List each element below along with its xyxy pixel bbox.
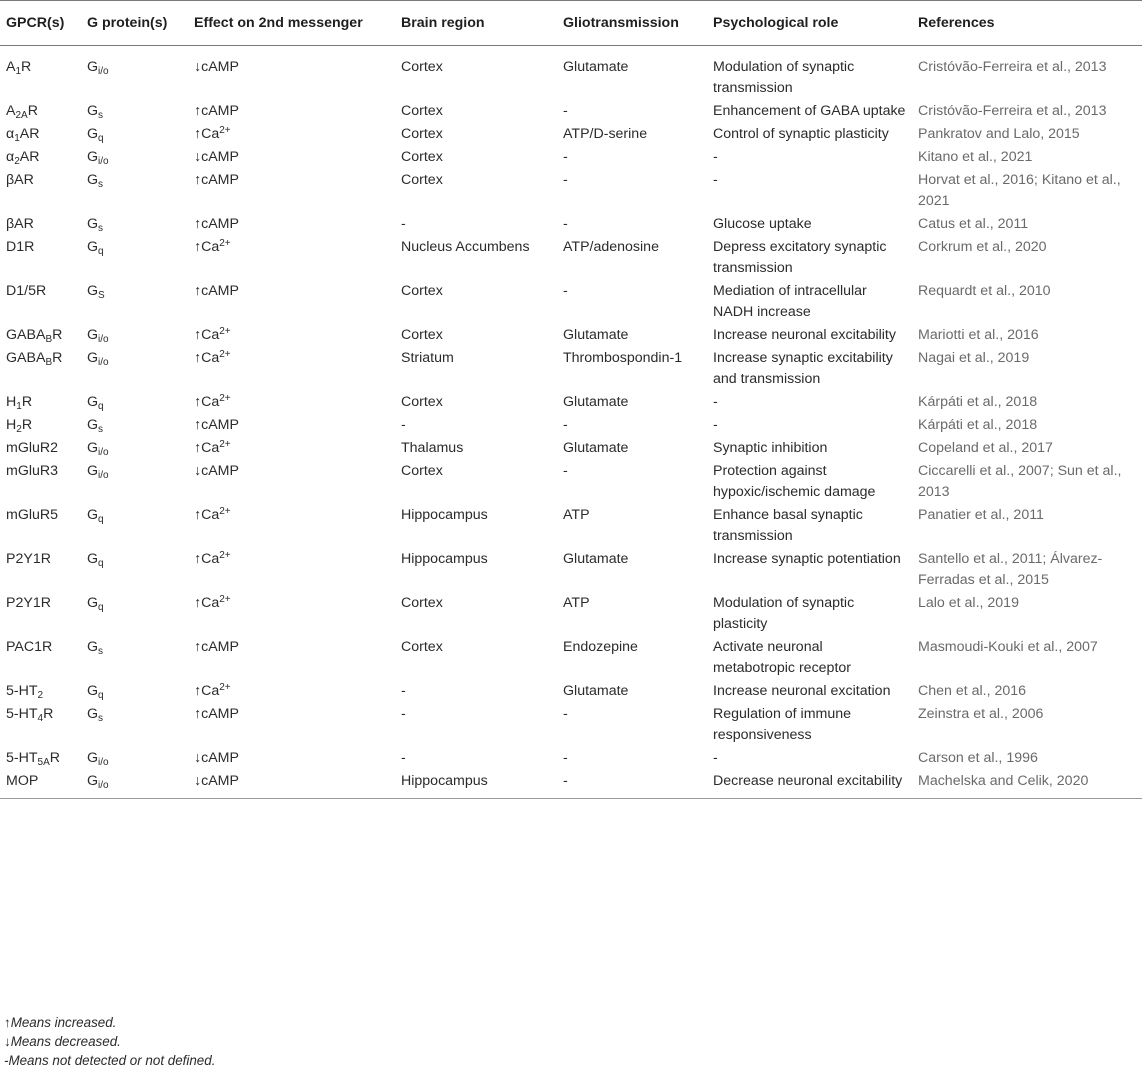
gpcr-cell: $GABA_BR$ [6, 327, 63, 345]
reference-cell: Santello et al., 2011; Álvarez-Ferradas et al., 2015 [918, 551, 1103, 588]
effect-cell: ↑cAMP [194, 216, 239, 232]
reference-cell: Mariotti et al., 2016 [918, 327, 1039, 343]
brain-region-cell: Cortex [401, 394, 443, 410]
gliotransmission-cell: - [557, 770, 707, 799]
psychological-role-cell: Control of synaptic plasticity [713, 126, 889, 142]
g-protein-cell: $G_q$ [87, 126, 104, 144]
effect-cell: ↓cAMP [194, 59, 239, 75]
reference-cell: Panatier et al., 2011 [918, 507, 1044, 523]
effect-cell: $↑Ca^{2+}$ [194, 349, 231, 366]
g-protein-cell: $G_{i/o}$ [87, 350, 109, 368]
psychological-role-cell: - [713, 149, 718, 165]
psychological-role-cell: Synaptic inhibition [713, 440, 828, 456]
g-protein-cell: $G_s$ [87, 417, 104, 435]
psychological-role-cell: - [713, 750, 718, 766]
gpcr-cell: $A_1R$ [6, 59, 32, 77]
table-row [0, 213, 1142, 236]
gliotransmission-cell: - [563, 103, 568, 119]
g-protein-cell: $G_s$ [87, 216, 104, 234]
header-references: References [912, 1, 1142, 46]
brain-region-cell: Hippocampus [401, 551, 488, 567]
effect-cell: ↑cAMP [194, 639, 239, 655]
table-row [0, 548, 1142, 592]
brain-region-cell: Hippocampus [395, 770, 557, 799]
effect-cell: $↑Ca^{2+}$ [194, 439, 231, 456]
gliotransmission-cell: ATP/adenosine [563, 239, 659, 255]
psychological-role-cell: Increase neuronal excitability [713, 327, 896, 343]
header-g-protein: G protein(s) [81, 1, 188, 46]
effect-cell: ↓cAMP [194, 463, 239, 479]
psychological-role-cell: Depress excitatory synaptic transmission [713, 239, 887, 276]
g-protein-cell: $G_{i/o}$ [87, 440, 109, 458]
footnote-not-detected: -Means not detected or not defined. [4, 1053, 216, 1068]
table-row [0, 123, 1142, 146]
g-protein-cell: $G_{i/o}$ [81, 770, 188, 799]
gpcr-cell: $H_1R$ [6, 394, 33, 412]
reference-cell: Copeland et al., 2017 [918, 440, 1053, 456]
gliotransmission-cell: Glutamate [563, 440, 629, 456]
effect-cell: ↑cAMP [194, 103, 239, 119]
g-protein-cell: $G_q$ [87, 595, 104, 613]
brain-region-cell: Cortex [401, 283, 443, 299]
effect-cell: $↑Ca^{2+}$ [194, 125, 231, 142]
table-row [0, 414, 1142, 437]
table-row [0, 280, 1142, 324]
psychological-role-cell: Glucose uptake [713, 216, 812, 232]
table-row [0, 391, 1142, 414]
effect-cell: $↑Ca^{2+}$ [194, 550, 231, 567]
table-row [0, 100, 1142, 123]
gliotransmission-cell: ATP [563, 507, 590, 523]
effect-cell: $↑Ca^{2+}$ [194, 393, 231, 410]
gpcr-cell: mGluR2 [6, 440, 59, 456]
gliotransmission-cell: Glutamate [563, 551, 629, 567]
effect-cell: $↑Ca^{2+}$ [194, 506, 231, 523]
psychological-role-cell: Regulation of immune responsiveness [713, 706, 852, 743]
gliotransmission-cell: Glutamate [563, 59, 629, 75]
gliotransmission-cell: Glutamate [563, 394, 629, 410]
reference-cell: Zeinstra et al., 2006 [918, 706, 1044, 722]
gpcr-cell: P2Y1R [6, 595, 51, 611]
table-row [0, 146, 1142, 169]
psychological-role-cell: Enhancement of GABA uptake [713, 103, 906, 119]
g-protein-cell: $G_{i/o}$ [87, 327, 109, 345]
gpcr-cell: P2Y1R [6, 551, 51, 567]
header-psychological-role: Psychological role [707, 1, 912, 46]
reference-cell: Carson et al., 1996 [918, 750, 1038, 766]
gpcr-cell: $5-HT_4R$ [6, 706, 54, 724]
reference-cell: Chen et al., 2016 [918, 683, 1027, 699]
brain-region-cell: - [401, 706, 406, 722]
brain-region-cell: Cortex [401, 172, 443, 188]
brain-region-cell: Nucleus Accumbens [401, 239, 530, 255]
effect-cell: ↓cAMP [188, 770, 395, 799]
table-row [0, 437, 1142, 460]
gliotransmission-cell: - [563, 417, 568, 433]
g-protein-cell: $G_q$ [87, 507, 104, 525]
gpcr-cell: D1/5R [6, 283, 47, 299]
reference-cell: Kárpáti et al., 2018 [918, 394, 1038, 410]
gpcr-cell: D1R [6, 239, 35, 255]
table-body [0, 46, 1142, 799]
g-protein-cell: $G_s$ [87, 639, 104, 657]
header-gpcr: GPCR(s) [0, 1, 81, 46]
effect-cell: ↑cAMP [194, 172, 239, 188]
table-row [0, 46, 1142, 101]
brain-region-cell: Cortex [401, 595, 443, 611]
gpcr-cell: PAC1R [6, 639, 53, 655]
brain-region-cell: - [401, 216, 406, 232]
reference-cell: Cristóvão-Ferreira et al., 2013 [918, 59, 1107, 75]
reference-cell: Horvat et al., 2016; Kitano et al., 2021 [918, 172, 1121, 209]
g-protein-cell: $G_S$ [87, 283, 105, 301]
table-header [0, 1, 1142, 46]
reference-cell: Ciccarelli et al., 2007; Sun et al., 2013 [918, 463, 1122, 500]
reference-cell: Nagai et al., 2019 [918, 350, 1030, 366]
psychological-role-cell: Modulation of synaptic transmission [713, 59, 855, 96]
gpcr-cell: $A_{2A}R$ [6, 103, 38, 121]
g-protein-cell: $G_q$ [87, 394, 104, 412]
psychological-role-cell: Decrease neuronal excitability [707, 770, 912, 799]
brain-region-cell: Hippocampus [401, 507, 488, 523]
header-gliotransmission: Gliotransmission [557, 1, 707, 46]
psychological-role-cell: Increase neuronal excitation [713, 683, 891, 699]
table-row [0, 747, 1142, 770]
header-brain-region: Brain region [395, 1, 557, 46]
gliotransmission-cell: - [563, 172, 568, 188]
effect-cell: $↑Ca^{2+}$ [194, 594, 231, 611]
reference-cell: Kitano et al., 2021 [918, 149, 1033, 165]
gliotransmission-cell: ATP [563, 595, 590, 611]
table-row [0, 592, 1142, 636]
psychological-role-cell: - [713, 172, 718, 188]
effect-cell: ↑cAMP [194, 417, 239, 433]
gliotransmission-cell: Glutamate [563, 327, 629, 343]
footnote-decreased: ↓Means decreased. [4, 1034, 121, 1049]
psychological-role-cell: - [713, 394, 718, 410]
psychological-role-cell: Activate neuronal metabotropic receptor [713, 639, 852, 676]
reference-cell: Kárpáti et al., 2018 [918, 417, 1038, 433]
g-protein-cell: $G_q$ [87, 239, 104, 257]
table-row [0, 236, 1142, 280]
psychological-role-cell: Increase synaptic potentiation [713, 551, 901, 567]
brain-region-cell: Cortex [401, 103, 443, 119]
brain-region-cell: - [401, 683, 406, 699]
table-row [0, 680, 1142, 703]
table-row [0, 636, 1142, 680]
g-protein-cell: $G_{i/o}$ [87, 59, 109, 77]
reference-cell: Pankratov and Lalo, 2015 [918, 126, 1080, 142]
header-row [0, 1, 1142, 46]
brain-region-cell: Striatum [401, 350, 454, 366]
brain-region-cell: Cortex [401, 59, 443, 75]
reference-cell: Masmoudi-Kouki et al., 2007 [918, 639, 1098, 655]
brain-region-cell: Thalamus [401, 440, 464, 456]
gpcr-cell: $H_2R$ [6, 417, 33, 435]
brain-region-cell: Cortex [401, 327, 443, 343]
psychological-role-cell: Protection against hypoxic/ischemic damage [713, 463, 876, 500]
gpcr-cell: $GABA_BR$ [6, 350, 63, 368]
footnote-increased: ↑Means increased. [4, 1015, 117, 1030]
gliotransmission-cell: ATP/D-serine [563, 126, 648, 142]
reference-cell: Lalo et al., 2019 [918, 595, 1019, 611]
gliotransmission-cell: Thrombospondin-1 [563, 350, 683, 366]
gpcr-cell: $\alpha_1AR$ [6, 126, 40, 144]
g-protein-cell: $G_q$ [87, 551, 104, 569]
reference-cell: Machelska and Celik, 2020 [912, 770, 1142, 799]
brain-region-cell: Cortex [401, 639, 443, 655]
table-row [0, 703, 1142, 747]
table-row [0, 169, 1142, 213]
psychological-role-cell: Modulation of synaptic plasticity [713, 595, 855, 632]
g-protein-cell: $G_{i/o}$ [87, 463, 109, 481]
gpcr-cell: mGluR5 [6, 507, 59, 523]
brain-region-cell: - [401, 750, 406, 766]
gpcr-cell: βAR [6, 172, 34, 188]
effect-cell: ↓cAMP [194, 149, 239, 165]
gliotransmission-cell: - [563, 149, 568, 165]
gliotransmission-cell: - [563, 283, 568, 299]
gliotransmission-cell: Endozepine [563, 639, 638, 655]
table-row [0, 770, 1142, 799]
gpcr-cell: $\alpha_2AR$ [6, 149, 40, 167]
g-protein-cell: $G_s$ [87, 103, 104, 121]
effect-cell: $↑Ca^{2+}$ [194, 682, 231, 699]
g-protein-cell: $G_{i/o}$ [87, 149, 109, 167]
gliotransmission-cell: - [563, 706, 568, 722]
header-effect: Effect on 2nd messenger [188, 1, 395, 46]
g-protein-cell: $G_s$ [87, 172, 104, 190]
table-row [0, 504, 1142, 548]
psychological-role-cell: Increase synaptic excitability and transmission [713, 350, 893, 387]
table-footnotes [4, 1013, 215, 1070]
brain-region-cell: Cortex [401, 126, 443, 142]
gliotransmission-cell: - [563, 750, 568, 766]
gpcr-cell: mGluR3 [6, 463, 59, 479]
g-protein-cell: $G_q$ [87, 683, 104, 701]
table-row [0, 460, 1142, 504]
effect-cell: ↑cAMP [194, 283, 239, 299]
gpcr-cell: βAR [6, 216, 34, 232]
reference-cell: Corkrum et al., 2020 [918, 239, 1047, 255]
reference-cell: Requardt et al., 2010 [918, 283, 1051, 299]
effect-cell: ↓cAMP [194, 750, 239, 766]
psychological-role-cell: - [713, 417, 718, 433]
effect-cell: $↑Ca^{2+}$ [194, 326, 231, 343]
table-row [0, 324, 1142, 347]
brain-region-cell: Cortex [401, 149, 443, 165]
reference-cell: Catus et al., 2011 [918, 216, 1029, 232]
gliotransmission-cell: - [563, 216, 568, 232]
g-protein-cell: $G_s$ [87, 706, 104, 724]
g-protein-cell: $G_{i/o}$ [87, 750, 109, 768]
gliotransmission-cell: Glutamate [563, 683, 629, 699]
effect-cell: ↑cAMP [194, 706, 239, 722]
brain-region-cell: - [401, 417, 406, 433]
table-row [0, 347, 1142, 391]
reference-cell: Cristóvão-Ferreira et al., 2013 [918, 103, 1107, 119]
effect-cell: $↑Ca^{2+}$ [194, 238, 231, 255]
psychological-role-cell: Enhance basal synaptic transmission [713, 507, 863, 544]
brain-region-cell: Cortex [401, 463, 443, 479]
gpcr-cell: $5-HT_2$ [6, 683, 44, 701]
gpcr-cell: $5-HT_{5A}R$ [6, 750, 61, 768]
gliotransmission-cell: - [563, 463, 568, 479]
psychological-role-cell: Mediation of intracellular NADH increase [713, 283, 867, 320]
gpcr-cell: MOP [0, 770, 81, 799]
